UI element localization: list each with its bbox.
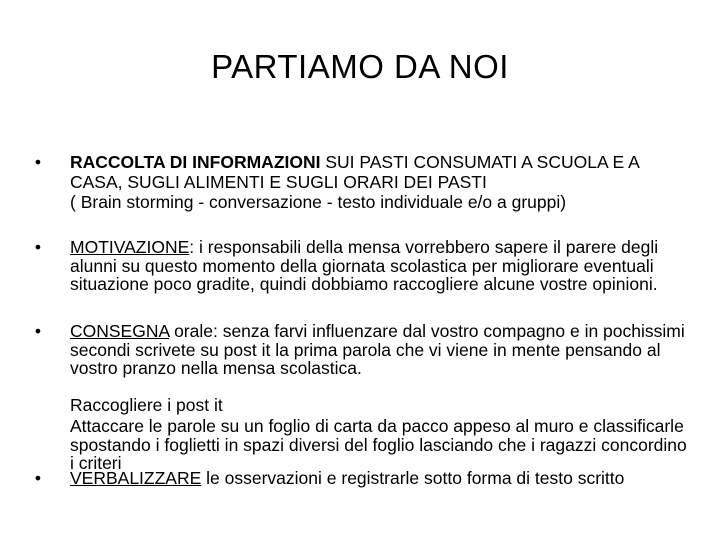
bullet-keyword: CONSEGNA — [70, 321, 170, 341]
bullet-dot: • — [34, 237, 42, 257]
bullet-keyword: RACCOLTA DI INFORMAZIONI — [70, 152, 321, 172]
bullet-body: orale: senza farvi influenzare dal vostro compagno e in pochissimi secondi scrivete su post it la prima parola che vi viene in mente pensando al vostro pranzo nella mensa scolastica. — [70, 321, 685, 378]
bullet-item-raccolta — [34, 152, 690, 212]
bullet-text — [70, 152, 690, 192]
bullet-keyword: VERBALIZZARE — [70, 468, 202, 488]
bullet-item-motivazione — [34, 237, 690, 294]
bullet-body: : i responsabili della mensa vorrebbero sapere il parere degli alunni su questo momento della giornata scolastica per migliorare eventuali situazione poco gradite, quindi dobbiamo raccogliere alcune vostre opinioni. — [70, 237, 659, 294]
bullet-text — [70, 322, 690, 378]
bullet-dot: • — [34, 321, 42, 341]
bullet-dot: • — [34, 152, 42, 172]
bullet-text — [70, 469, 690, 488]
bullet-body: le osservazioni e registrarle sotto forma di testo scritto — [201, 468, 625, 488]
bullet-text — [70, 238, 690, 294]
sub-line-attaccare: Attaccare le parole su un foglio di carta da pacco appeso al muro e classificarle spostando i foglietti in spazi diversi del foglio lasciando che i ragazzi concordino i criteri — [70, 416, 687, 473]
sub-line-raccogliere: Raccogliere i post it — [70, 394, 223, 415]
bullet-item-verbalizzare — [34, 468, 690, 488]
bullet-body: SUI PASTI CONSUMATI A SCUOLA E A CASA, SUGLI ALIMENTI E SUGLI ORARI DEI PASTI — [70, 152, 639, 192]
slide-title: PARTIAMO DA NOI — [211, 48, 509, 85]
bullet-item-consegna — [34, 321, 690, 473]
bullet-note: ( Brain storming - conversazione - testo individuale e/o a gruppi) — [70, 192, 567, 212]
bullet-keyword: MOTIVAZIONE — [70, 237, 190, 257]
bullet-dot: • — [34, 468, 42, 488]
